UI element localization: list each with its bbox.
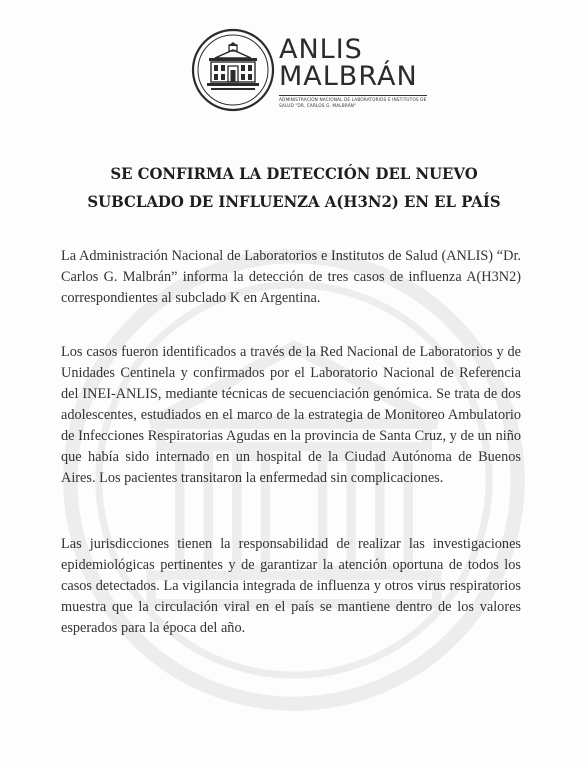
title-line-1: SE CONFIRMA LA DETECCIÓN DEL NUEVO [110,164,478,183]
document-title [79,160,510,216]
logo-line-malbran: MALBRÁN [279,61,418,92]
logo-wordmark [279,36,418,90]
building-seal-icon [191,28,275,112]
anlis-logo [191,28,427,114]
title-line-2: SUBCLADO DE INFLUENZA A(H3N2) EN EL PAÍS [87,192,501,211]
logo-line-anlis: ANLIS [279,34,363,65]
paragraph-2: Los casos fueron identificados a través de la Red Nacional de Laboratorios y de Unidades Centinela y confirmados por el Laboratorio Nacional de Referencia del INEI-ANLIS, mediante técnicas de secuenciación genómica. Se trata de dos adolescentes, estudiados en el marco de la estrategia de Monitoreo Ambulatorio de Infecciones Respiratorias Agudas en la provincia de Santa Cruz, y de un niño que había sido internado en un hospital de la Ciudad Autónoma de Buenos Aires. Los pacientes transitaron la enfermedad sin complicaciones. [61,344,521,486]
paragraph-1: La Administración Nacional de Laboratorios e Institutos de Salud (ANLIS) “Dr. Carlos G. Malbrán” informa la detección de tres casos de influenza A(H3N2) correspondientes al subclado K en Argentina. [61,248,521,306]
paragraph-3: Las jurisdicciones tienen la responsabilidad de realizar las investigaciones epidemiológicas pertinentes y de garantizar la atención oportuna de todos los casos detectados. La vigilancia integrada de influenza y otros virus respiratorios muestra que la circulación viral en el país se mantiene dentro de los valores esperados para la época del año. [61,536,521,636]
logo-subtitle: ADMINISTRACIÓN NACIONAL DE LABORATORIOS E INSTITUTOS DE SALUD "DR. CARLOS G. MALBRÁN" [279,95,427,109]
